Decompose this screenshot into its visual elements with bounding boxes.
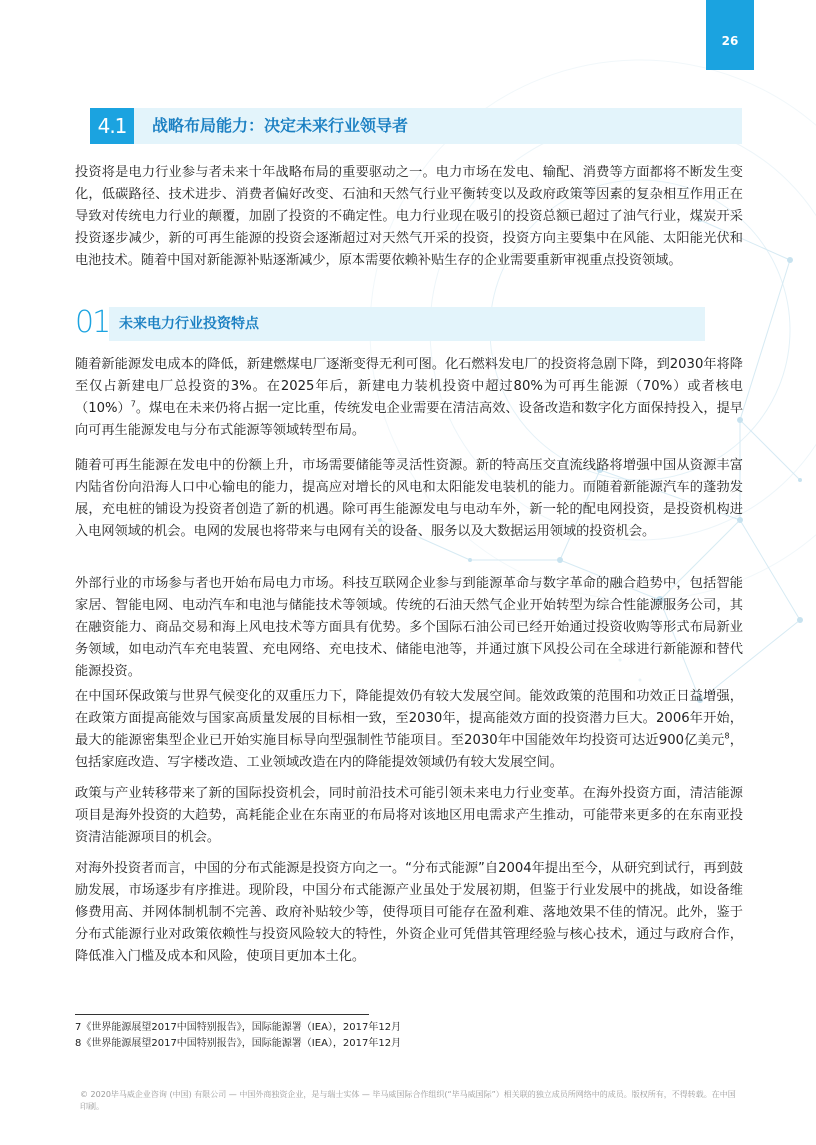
section-number: 4.1 [90, 108, 134, 144]
footnotes [75, 1020, 401, 1052]
subsection-header [75, 307, 705, 341]
footnote-ref-8: 8 [724, 731, 730, 741]
paragraph-2: 随着可再生能源在发电中的份额上升，市场需要储能等灵活性资源。新的特高压交直流线路将增强中国从资源丰富内陆省份向沿海人口中心输电的能力，提高应对增长的风电和太阳能发电装机的能力。而随着新能源汽车的蓬勃发展，充电桩的铺设为投资者创造了新的机遇。除可再生能源发电与电动车外，新一轮的配电网投资，是投资机构进入电网领域的机会。电网的发展也将带来与电网有关的设备、服务以及大数据运用领域的投资机会。 [75, 458, 743, 539]
footnote-divider [75, 1014, 369, 1015]
paragraph-5: 政策与产业转移带来了新的国际投资机会，同时前沿技术可能引领未来电力行业变革。在海外投资方面，清洁能源项目是海外投资的大趋势，高耗能企业在东南亚的布局将对该地区用电需求产生推动，可能带来更多的在东南亚投资清洁能源项目的机会。 [75, 786, 743, 845]
paragraph-1-text: 随着新能源发电成本的降低，新建燃煤电厂逐渐变得无利可图。化石燃料发电厂的投资将急剧下降，到2030年将降至仅占新建电厂总投资的3%。在2025年后，新建电力装机投资中超过80%为可再生能源（70%）或者核电（10%） [75, 357, 743, 416]
paragraph-4-text: 在中国环保政策与世界气候变化的双重压力下，降能提效仍有较大发展空间。能效政策的范围和功效正日益增强，在政策方面提高能效与国家高质量发展的目标相一致，至2030年，提高能效方面的投资潜力巨大。2006年开始，最大的能源密集型企业已开始实施目标导向型强制性节能项目。至2030年中国能效年均投资可达近900亿美元 [75, 689, 743, 748]
subsection-number: 01 [75, 305, 110, 340]
paragraph-1 [75, 354, 743, 442]
paragraph-6: 对海外投资者而言，中国的分布式能源是投资方向之一。“分布式能源”自2004年提出至今，从研究到试行，再到鼓励发展，市场逐步有序推进。现阶段，中国分布式能源产业虽处于发展初期，但鉴于行业发展中的挑战，如设备维修费用高、并网体制机制不完善、政府补贴较少等，使得项目可能存在盈利难、落地效果不佳的情况。此外，鉴于分布式能源行业对政策依赖性与投资风险较大的特性，外资企业可凭借其管理经验与核心技术，通过与政府合作，降低准入门槛及成本和风险，使项目更加本土化。 [75, 861, 743, 964]
copyright-notice: © 2020毕马威企业咨询 (中国) 有限公司 — 中国外商独资企业，是与瑞士实体 — 毕马威国际合作组织(“毕马威国际”）相关联的独立成员所网络中的成员。版权所有，不得转载。在中国印刷。 [80, 1090, 736, 1111]
subsection-title: 未来电力行业投资特点 [119, 316, 259, 332]
paragraph-3: 外部行业的市场参与者也开始布局电力市场。科技互联网企业参与到能源革命与数字革命的融合趋势中，包括智能家居、智能电网、电动汽车和电池与储能技术等领域。传统的石油天然气企业开始转型为综合性能源服务公司，其在融资能力、商品交易和海上风电技术等方面具有优势。多个国际石油公司已经开始通过投资收购等形式布局新业务领域，如电动汽车充电装置、充电网络、充电技术、储能电池等，并通过旗下风投公司在全球进行新能源和替代能源投资。 [75, 576, 743, 679]
footnote-7: 7《世界能源展望2017中国特别报告》，国际能源署（IEA），2017年12月 [75, 1022, 402, 1033]
paragraph-4 [75, 686, 743, 774]
paragraph-1-text-cont: 。煤电在未来仍将占据一定比重，传统发电企业需要在清洁高效、设备改造和数字化方面保持投入，提早向可再生能源发电与分布式能源等领域转型布局。 [75, 400, 744, 438]
intro-paragraph: 投资将是电力行业参与者未来十年战略布局的重要驱动之一。电力市场在发电、输配、消费等方面都将不断发生变化，低碳路径、技术进步、消费者偏好改变、石油和天然气行业平衡转变以及政府政策等因素的复杂相互作用正在导致对传统电力行业的颠覆，加剧了投资的不确定性。电力行业现在吸引的投资总额已超过了油气行业，煤炭开采投资逐步减少，新的可再生能源的投资会逐渐超过对天然气开采的投资，投资方向主要集中在风能、太阳能光伏和电池技术。随着中国对新能源补贴逐渐减少，原本需要依赖补贴生存的企业需要重新审视重点投资领域。 [75, 165, 743, 268]
page-number: 26 [706, 0, 754, 70]
section-header [90, 108, 742, 144]
paragraph-4-text-cont: ，包括家庭改造、写字楼改造、工业领域改造在内的降能提效领域仍有较大发展空间。 [75, 732, 743, 770]
section-title: 战略布局能力：决定未来行业领导者 [152, 116, 409, 135]
footnote-8: 8《世界能源展望2017中国特别报告》，国际能源署（IEA），2017年12月 [75, 1038, 402, 1049]
footnote-ref-7: 7 [130, 399, 136, 409]
